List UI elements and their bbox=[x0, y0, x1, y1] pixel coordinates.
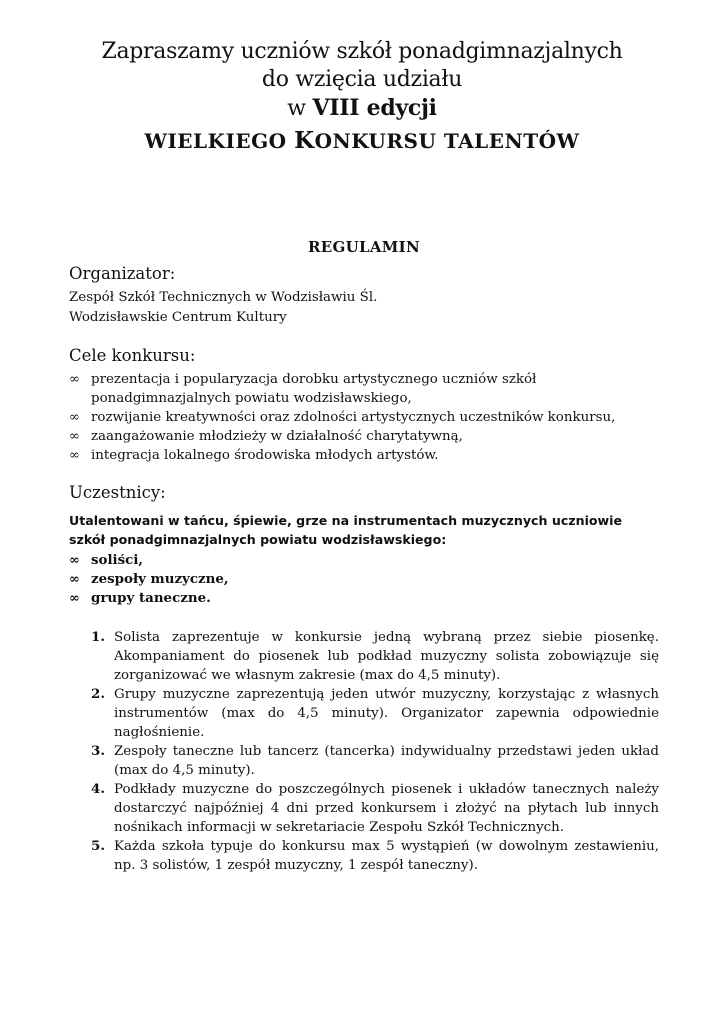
header-line-1: Zapraszamy uczniów szkół ponadgimnazjalnych bbox=[101, 39, 623, 64]
infinity-bullet-icon: ∞ bbox=[69, 553, 80, 568]
rule-item bbox=[69, 780, 659, 837]
rule-number: 2. bbox=[91, 686, 105, 702]
uczestnicy-lead: Utalentowani w tańcu, śpiewie, grze na instrumentach muzycznych uczniowie szkół ponadgimnazjalnych powiatu wodzisławskiego: bbox=[69, 513, 623, 547]
infinity-bullet-icon: ∞ bbox=[69, 448, 80, 463]
cele-heading: Cele konkursu: bbox=[69, 346, 196, 365]
uczestnicy-list bbox=[69, 551, 659, 608]
rule-item bbox=[69, 837, 659, 875]
rule-text: Zespoły taneczne lub tancerz (tancerka) indywidualny przedstawi jeden układ (max do 4,5 minuty). bbox=[114, 744, 659, 778]
regulations-body bbox=[69, 238, 659, 875]
contest-title-part1: WIELKIEGO bbox=[144, 129, 295, 153]
rule-item bbox=[69, 742, 659, 780]
rule-text: Podkłady muzyczne do poszczególnych piosenek i układów tanecznych należy dostarczyć najpóźniej 4 dni przed konkursem i złożyć na płytach lub innych nośnikach informacji w sekretariacie Zespołu Szkół Technicznych. bbox=[114, 782, 659, 835]
list-item: ∞ soliści, bbox=[69, 552, 144, 568]
header-line-3 bbox=[0, 94, 724, 123]
rule-text: Grupy muzyczne zaprezentują jeden utwór muzyczny, korzystając z własnych instrumentów (max do 4,5 minuty). Organizator zapewnia odpowiednie nagłośnienie. bbox=[114, 687, 659, 740]
rule-text: Solista zaprezentuje w konkursie jedną wybraną przez siebie piosenkę. Akompaniament do piosenek lub podkład muzyczny solista zobowiązuje się zorganizować we własnym zakresie (max do 4,5 minuty). bbox=[114, 630, 659, 683]
list-item: ∞ prezentacja i popularyzacja dorobku artystycznego uczniów szkół ponadgimnazjalnych powiatu wodzisławskiego, bbox=[69, 372, 537, 406]
rule-number: 4. bbox=[91, 781, 105, 797]
list-item: ∞ rozwijanie kreatywności oraz zdolności artystycznych uczestników konkursu, bbox=[69, 410, 616, 425]
uczestnicy-heading: Uczestnicy: bbox=[69, 483, 166, 502]
regulamin-title: REGULAMIN bbox=[307, 238, 420, 256]
cele-list bbox=[69, 370, 659, 465]
infinity-bullet-icon: ∞ bbox=[69, 591, 80, 606]
rule-number: 3. bbox=[91, 743, 105, 759]
infinity-bullet-icon: ∞ bbox=[69, 410, 80, 425]
edition-label: VIII edycji bbox=[312, 95, 437, 121]
list-item: ∞ integracja lokalnego środowiska młodych artystów. bbox=[69, 448, 439, 463]
rules-list bbox=[69, 628, 659, 875]
list-item: ∞ zespoły muzyczne, bbox=[69, 571, 229, 587]
rule-number: 5. bbox=[91, 838, 105, 854]
infinity-bullet-icon: ∞ bbox=[69, 572, 80, 587]
header-line-3-prefix: w bbox=[287, 96, 306, 121]
organizator-line-1: Zespół Szkół Technicznych w Wodzisławiu Śl. bbox=[69, 290, 378, 305]
organizator-heading: Organizator: bbox=[69, 264, 176, 283]
list-item: ∞ zaangażowanie młodzieży w działalność charytatywną, bbox=[69, 429, 463, 444]
infinity-bullet-icon: ∞ bbox=[69, 429, 80, 444]
header-line-2: do wzięcia udziału bbox=[261, 67, 463, 92]
rule-number: 1. bbox=[91, 629, 105, 645]
rule-text: Każda szkoła typuje do konkursu max 5 wystąpień (w dowolnym zestawieniu, np. 3 solistów, 1 zespół muzyczny, 1 zespół taneczny). bbox=[114, 839, 659, 873]
contest-title bbox=[0, 127, 724, 154]
organizator-line-2: Wodzisławskie Centrum Kultury bbox=[69, 310, 287, 325]
rule-item bbox=[69, 628, 659, 685]
list-item: ∞ grupy taneczne. bbox=[69, 590, 211, 606]
contest-title-part2: ONKURSU TALENTÓW bbox=[314, 129, 580, 153]
rule-item bbox=[69, 685, 659, 742]
infinity-bullet-icon: ∞ bbox=[69, 372, 80, 387]
invitation-header bbox=[0, 38, 724, 154]
contest-title-big-letter: K bbox=[294, 127, 315, 154]
